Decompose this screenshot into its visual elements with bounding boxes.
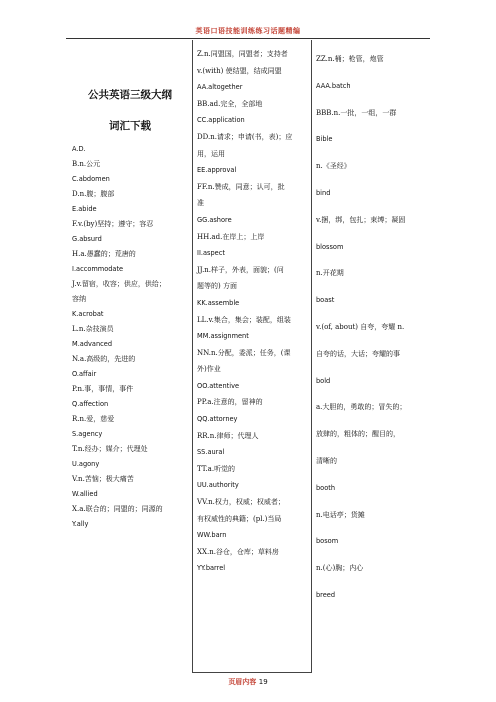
entry-line: a.大胆的，勇敢的；冒失的； xyxy=(316,403,407,412)
entry-line: M.advanced xyxy=(72,340,113,348)
entry-line: HH.ad.在岸上；上岸 xyxy=(197,232,265,241)
entry-line: 用，运用 xyxy=(197,149,225,158)
entry-line: booth xyxy=(316,483,336,492)
entry-line: n.《圣经》 xyxy=(316,162,351,171)
page-header-title: 英语口语技能训练练习话题精编 xyxy=(195,27,301,35)
entry-line: n.电话亭；货摊 xyxy=(316,510,365,519)
entry-line: H.a.愚蠢的；荒唐的 xyxy=(72,250,136,258)
entry-line: X.a.联合的；同盟的；同源的 xyxy=(72,505,163,513)
table-border-middle-right xyxy=(311,40,312,672)
entry-line: v.(of, about) 自夸，夸耀 n. xyxy=(316,322,405,331)
entry-line: O.affair xyxy=(72,370,97,378)
column-2-entries xyxy=(197,46,309,577)
entry-line: BBB.n.一批，一组，一群 xyxy=(316,108,397,117)
entry-line: SS.aural xyxy=(197,448,225,457)
column-2 xyxy=(197,46,309,577)
entry-line: DD.n.请求；申请(书，表)；应 xyxy=(197,132,293,141)
entry-line: T.n.经办；媒介；代理处 xyxy=(72,445,148,453)
column-3-entries xyxy=(316,46,434,609)
entry-line: F.v.(by)坚持；遵守；容忍 xyxy=(72,220,154,228)
entry-line: N.a.高级的，先进的 xyxy=(72,355,136,363)
entry-line: GG.ashore xyxy=(197,215,232,224)
entry-line: WW.barn xyxy=(197,531,227,540)
table-border-bottom xyxy=(192,672,312,673)
entry-line: R.n.爱，慈爱 xyxy=(72,415,115,423)
entry-line: NN.n.分配，委派；任务，(课 xyxy=(197,348,291,357)
page-number: 19 xyxy=(258,678,268,686)
entry-line: AAA.batch xyxy=(316,81,351,90)
entry-line: S.agency xyxy=(72,430,103,438)
entry-line: 准 xyxy=(197,199,204,208)
entry-line: MM.assignment xyxy=(197,332,249,341)
entry-line: 题等的) 方面 xyxy=(197,282,237,291)
entry-line: Y.ally xyxy=(72,520,89,528)
entry-line: K.acrobat xyxy=(72,310,104,318)
entry-line: A.D. xyxy=(72,145,86,153)
entry-line: U.agony xyxy=(72,460,100,468)
entry-line: JJ.n.样子，外表，面貌；(问 xyxy=(197,265,284,274)
entry-line: LL.v.集合，集会；装配，组装 xyxy=(197,315,291,324)
entry-line: PP.a.注意的，留神的 xyxy=(197,398,263,407)
entry-line: VV.n.权力，权威；权威者； xyxy=(197,498,285,507)
entry-line: Z.n.同盟国，同盟者；支持者 xyxy=(197,50,288,58)
entry-line: W.allied xyxy=(72,490,98,498)
entry-line: OO.attentive xyxy=(197,381,240,390)
entry-line: blossom xyxy=(316,242,344,251)
entry-line: 容纳 xyxy=(72,295,86,303)
column-3 xyxy=(316,46,434,609)
entry-line: v.(with) 使结盟，结成同盟 xyxy=(197,66,282,75)
entry-line: II.aspect xyxy=(197,249,225,258)
entry-line: CC.application xyxy=(197,116,245,125)
entry-line: 有权威性的典籍；(pl.)当局 xyxy=(197,514,282,523)
entry-line: BB.ad.完全，全部地 xyxy=(197,99,263,108)
entry-line: Bible xyxy=(316,135,333,144)
entry-line: YY.barrel xyxy=(197,564,226,573)
column-1-entries xyxy=(72,142,188,532)
entry-line: V.n.苦恼；极大痛苦 xyxy=(72,475,134,483)
entry-line: I.accommodate xyxy=(72,265,124,273)
entry-line: bosom xyxy=(316,537,339,546)
entry-line: bind xyxy=(316,188,331,197)
entry-line: FF.n.赞成，同意；认可，批 xyxy=(197,182,285,191)
entry-line: E.abide xyxy=(72,205,97,213)
entry-line: n.(心)胸；内心 xyxy=(316,564,364,573)
entry-line: AA.altogether xyxy=(197,83,243,92)
entry-line: D.n.腹；腹部 xyxy=(72,190,115,198)
entry-line: RR.n.律师；代理人 xyxy=(197,431,259,440)
entry-line: breed xyxy=(316,590,336,599)
entry-line: boast xyxy=(316,296,335,305)
table-border-middle-left xyxy=(192,40,193,672)
entry-line: L.n.杂技演员 xyxy=(72,325,114,333)
entry-line: n.开花期 xyxy=(316,269,344,278)
entry-line: EE.approval xyxy=(197,166,237,175)
entry-line: v.捆，绑，包扎；束缚；凝固 xyxy=(316,215,406,224)
entry-line: UU.authority xyxy=(197,481,239,490)
column-1 xyxy=(72,88,188,532)
footer-label: 页眉内容 xyxy=(228,677,257,686)
entry-line: P.n.事，事情，事件 xyxy=(72,385,134,393)
entry-line: G.absurd xyxy=(72,235,102,243)
doc-title-line2: 词汇下载 xyxy=(109,120,151,132)
entry-line: QQ.attorney xyxy=(197,415,238,424)
page-footer xyxy=(0,677,496,687)
entry-line: ZZ.n.桶；枪管，炮管 xyxy=(316,55,384,63)
entry-line: 放肆的，粗体的；醒目的， xyxy=(316,430,400,439)
entry-line: J.v.留宿，收容；供应，供给； xyxy=(72,280,166,288)
doc-title-line1: 公共英语三级大纲 xyxy=(88,89,172,101)
entry-line: Q.affection xyxy=(72,400,109,408)
entry-line: bold xyxy=(316,376,331,385)
entry-line: XX.n.谷仓，仓库；草料房 xyxy=(197,547,279,556)
entry-line: 清晰的 xyxy=(316,456,337,465)
entry-line: KK.assemble xyxy=(197,298,240,307)
entry-line: 外)作业 xyxy=(197,365,221,374)
header-divider xyxy=(66,38,430,39)
entry-line: TT.a.听觉的 xyxy=(197,464,236,473)
entry-line: B.n.公元 xyxy=(72,160,101,168)
entry-line: 自夸的话，大话；夸耀的事 xyxy=(316,349,400,358)
entry-line: C.abdomen xyxy=(72,175,110,183)
